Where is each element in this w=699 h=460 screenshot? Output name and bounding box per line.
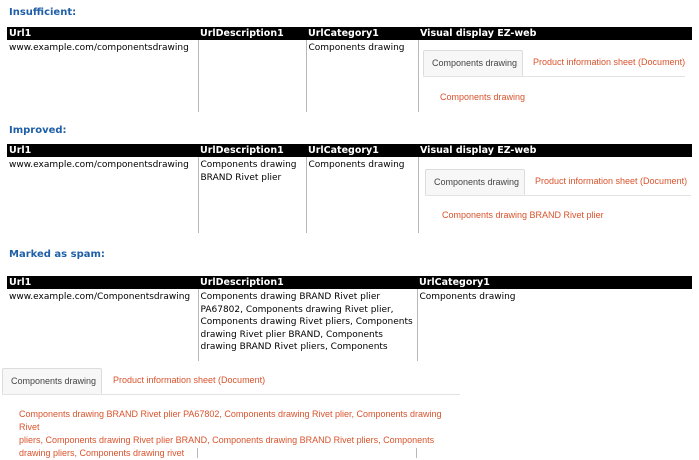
- description-line: Components drawing: [200, 160, 297, 170]
- description-line: PA67802, Components drawing Rivet plier,: [200, 304, 394, 315]
- section-heading-improved: Improved:: [9, 125, 67, 136]
- url-cell: www.example.com/componentsdrawing: [7, 40, 198, 112]
- section-heading-spam: Marked as spam:: [9, 249, 105, 260]
- description-cell: [198, 157, 306, 233]
- section-heading-insufficient: Insufficient:: [9, 7, 77, 18]
- table-row: [7, 289, 692, 361]
- description-line: Components drawing BRAND Rivet plier: [200, 292, 381, 302]
- col-header-category: UrlCategory1: [306, 144, 418, 157]
- tab-components-drawing[interactable]: Components drawing: [423, 50, 523, 76]
- tab-product-information-sheet[interactable]: Product information sheet (Document): [113, 375, 266, 385]
- col-header-visual-display: Visual display EZ-web: [418, 27, 692, 40]
- tab-components-drawing[interactable]: Components drawing: [2, 368, 102, 394]
- preview-line[interactable]: Components drawing BRAND Rivet plier PA67802, Components drawing Rivet plier, Components drawing Rivet: [19, 409, 442, 432]
- tab-components-drawing[interactable]: Components drawing: [425, 169, 525, 195]
- description-line: drawing Rivet plier BRAND, Components: [200, 329, 383, 340]
- url-cell: www.example.com/Componentsdrawing: [7, 289, 198, 361]
- preview-link-improved[interactable]: Components drawing BRAND Rivet plier: [442, 210, 604, 220]
- col-header-url: Url1: [7, 27, 198, 40]
- col-header-visual-display: Visual display EZ-web: [418, 144, 692, 157]
- col-header-description: UrlDescription1: [198, 276, 417, 289]
- preview-link-spam[interactable]: [19, 408, 464, 460]
- tab-product-information-sheet[interactable]: Product information sheet (Document): [535, 176, 688, 186]
- description-cell: [198, 40, 306, 112]
- preview-tabbar-spam: [2, 368, 460, 395]
- col-header-url: Url1: [7, 144, 198, 157]
- table-header-row: [7, 276, 692, 289]
- col-header-category: UrlCategory1: [306, 27, 418, 40]
- tab-product-information-sheet[interactable]: Product information sheet (Document): [533, 57, 686, 67]
- preview-tabbar-insufficient: [423, 50, 685, 77]
- col-header-url: Url1: [7, 276, 198, 289]
- column-divider: [197, 448, 198, 458]
- preview-link-insufficient[interactable]: Components drawing: [440, 92, 526, 102]
- description-line: drawing BRAND Rivet pliers, Components: [200, 342, 388, 352]
- col-header-category: UrlCategory1: [417, 276, 692, 289]
- spam-table: [7, 276, 692, 361]
- column-divider: [416, 448, 417, 458]
- category-cell: Components drawing: [306, 40, 418, 112]
- col-header-description: UrlDescription1: [198, 144, 306, 157]
- table-header-row: [7, 27, 692, 40]
- description-line: Components drawing Rivet pliers, Components: [200, 317, 413, 327]
- preview-line[interactable]: drawing pliers, Components drawing rivet: [19, 448, 185, 458]
- category-cell: Components drawing: [306, 157, 418, 233]
- preview-line[interactable]: pliers, Components drawing Rivet plier BRAND, Components drawing BRAND Rivet pliers, Components: [19, 435, 435, 445]
- description-line: BRAND Rivet plier: [200, 172, 282, 183]
- table-header-row: [7, 144, 692, 157]
- url-cell: www.example.com/componentsdrawing: [7, 157, 198, 233]
- description-cell: [198, 289, 417, 361]
- category-cell: Components drawing: [419, 292, 516, 302]
- preview-tabbar-improved: [425, 169, 691, 196]
- col-header-description: UrlDescription1: [198, 27, 306, 40]
